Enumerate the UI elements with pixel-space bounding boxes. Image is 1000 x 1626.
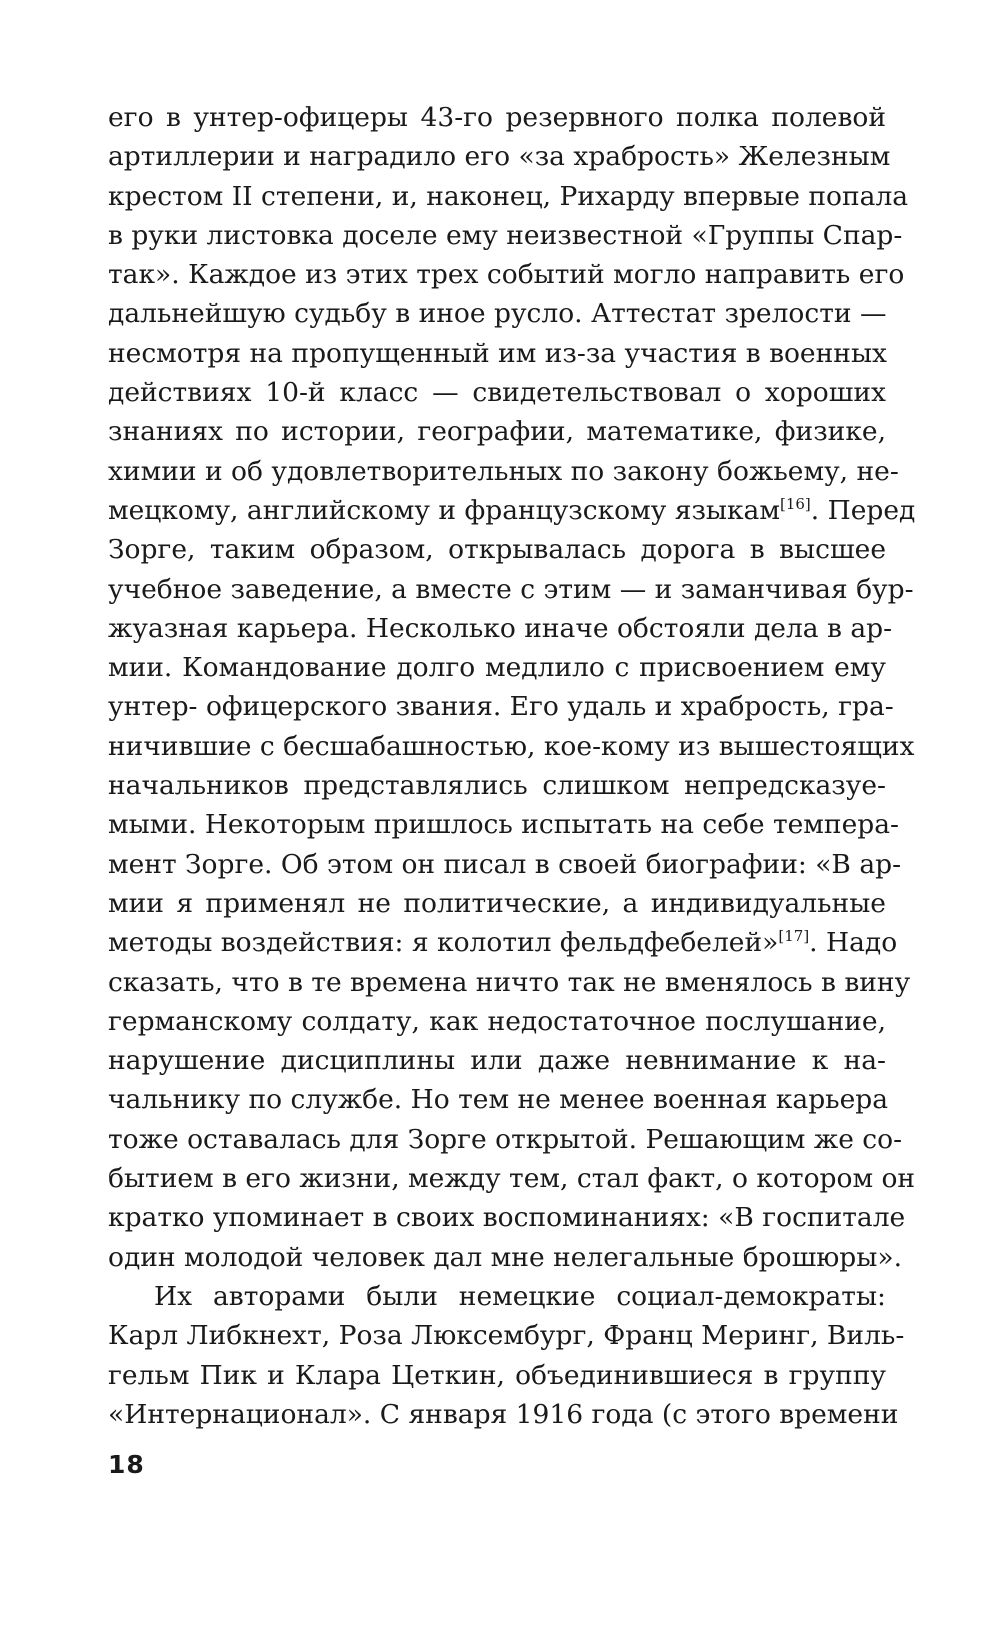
text-line: кратко упоминает в своих воспоминаниях: «В госпитале	[108, 1202, 906, 1234]
text-line: нарушение дисциплины или даже невнимание к на-	[108, 1045, 886, 1077]
paragraph	[108, 1277, 905, 1434]
text-line: мент Зорге. Об этом он писал в своей биографии: «В ар-	[108, 848, 902, 880]
text-line: артиллерии и наградило его «за храбрость» Железным	[108, 141, 891, 173]
body-text	[108, 98, 916, 1434]
text-line: начальников представлялись слишком непредсказуе-	[108, 770, 886, 802]
footnote-ref-17[interactable]: [17]	[778, 927, 810, 946]
footnote-ref-16[interactable]: [16]	[779, 495, 811, 514]
text-line: Их авторами были немецкие социал-демократы:	[154, 1280, 886, 1312]
text-line: знаниях по истории, географии, математике, физике,	[108, 416, 886, 448]
text-line: Зорге, таким образом, открывалась дорога в высшее	[108, 534, 886, 566]
text-line: сказать, что в те времена ничто так не вменялось в вину	[108, 966, 911, 998]
text-line: мии я применял не политические, а индивидуальные	[108, 887, 886, 919]
text-line: несмотря на пропущенный им из-за участия в военных	[108, 337, 887, 369]
text-line: унтер- офицерского звания. Его удаль и храбрость, гра-	[108, 691, 894, 723]
text-line: германскому солдату, как недостаточное послушание,	[108, 1005, 886, 1037]
paragraph	[108, 98, 916, 1277]
text-line: крестом II степени, и, наконец, Рихарду впервые попала	[108, 180, 909, 212]
text-segment: . Перед	[810, 494, 916, 526]
text-line: бытием в его жизни, между тем, стал факт, о котором он	[108, 1163, 916, 1195]
text-segment: мецкому, английскому и французскому языкам	[108, 494, 780, 526]
text-line: жуазная карьера. Несколько иначе обстояли дела в ар-	[108, 612, 893, 644]
text-line: мыми. Некоторым пришлось испытать на себе темпера-	[108, 809, 899, 841]
text-line: так». Каждое из этих трех событий могло направить его	[108, 259, 905, 291]
page-number: 18	[108, 1450, 145, 1479]
text-line: мии. Командование долго медлило с присвоением ему	[108, 652, 886, 684]
text-line: его в унтер-офицеры 43-го резервного полка полевой	[108, 102, 886, 133]
text-line: дальнейшую судьбу в иное русло. Аттестат зрелости —	[108, 298, 887, 330]
text-line: гельм Пик и Клара Цеткин, объединившиеся в группу	[108, 1359, 886, 1391]
text-line: учебное заведение, а вместе с этим — и заманчивая бур-	[108, 573, 914, 605]
text-line-with-footnote	[108, 923, 898, 962]
text-line-with-footnote	[108, 491, 916, 530]
text-line: Карл Либкнехт, Роза Люксембург, Франц Меринг, Виль-	[108, 1320, 905, 1352]
text-line: в руки листовка доселе ему неизвестной «Группы Спар-	[108, 219, 903, 251]
text-line: один молодой человек дал мне нелегальные брошюры».	[108, 1241, 903, 1273]
text-segment: . Надо	[809, 927, 898, 959]
text-line: тоже оставалась для Зорге открытой. Решающим же со-	[108, 1123, 903, 1155]
text-line: ничившие с бесшабашностью, кое-кому из вышестоящих	[108, 730, 915, 762]
text-line: чальнику по службе. Но тем не менее военная карьера	[108, 1084, 889, 1116]
text-line: действиях 10-й класс — свидетельствовал о хороших	[108, 377, 886, 409]
text-segment: методы воздействия: я колотил фельдфебелей»	[108, 927, 779, 959]
text-line: химии и об удовлетворительных по закону божьему, не-	[108, 455, 899, 487]
text-line: «Интернационал». С января 1916 года (с этого времени	[108, 1398, 899, 1430]
